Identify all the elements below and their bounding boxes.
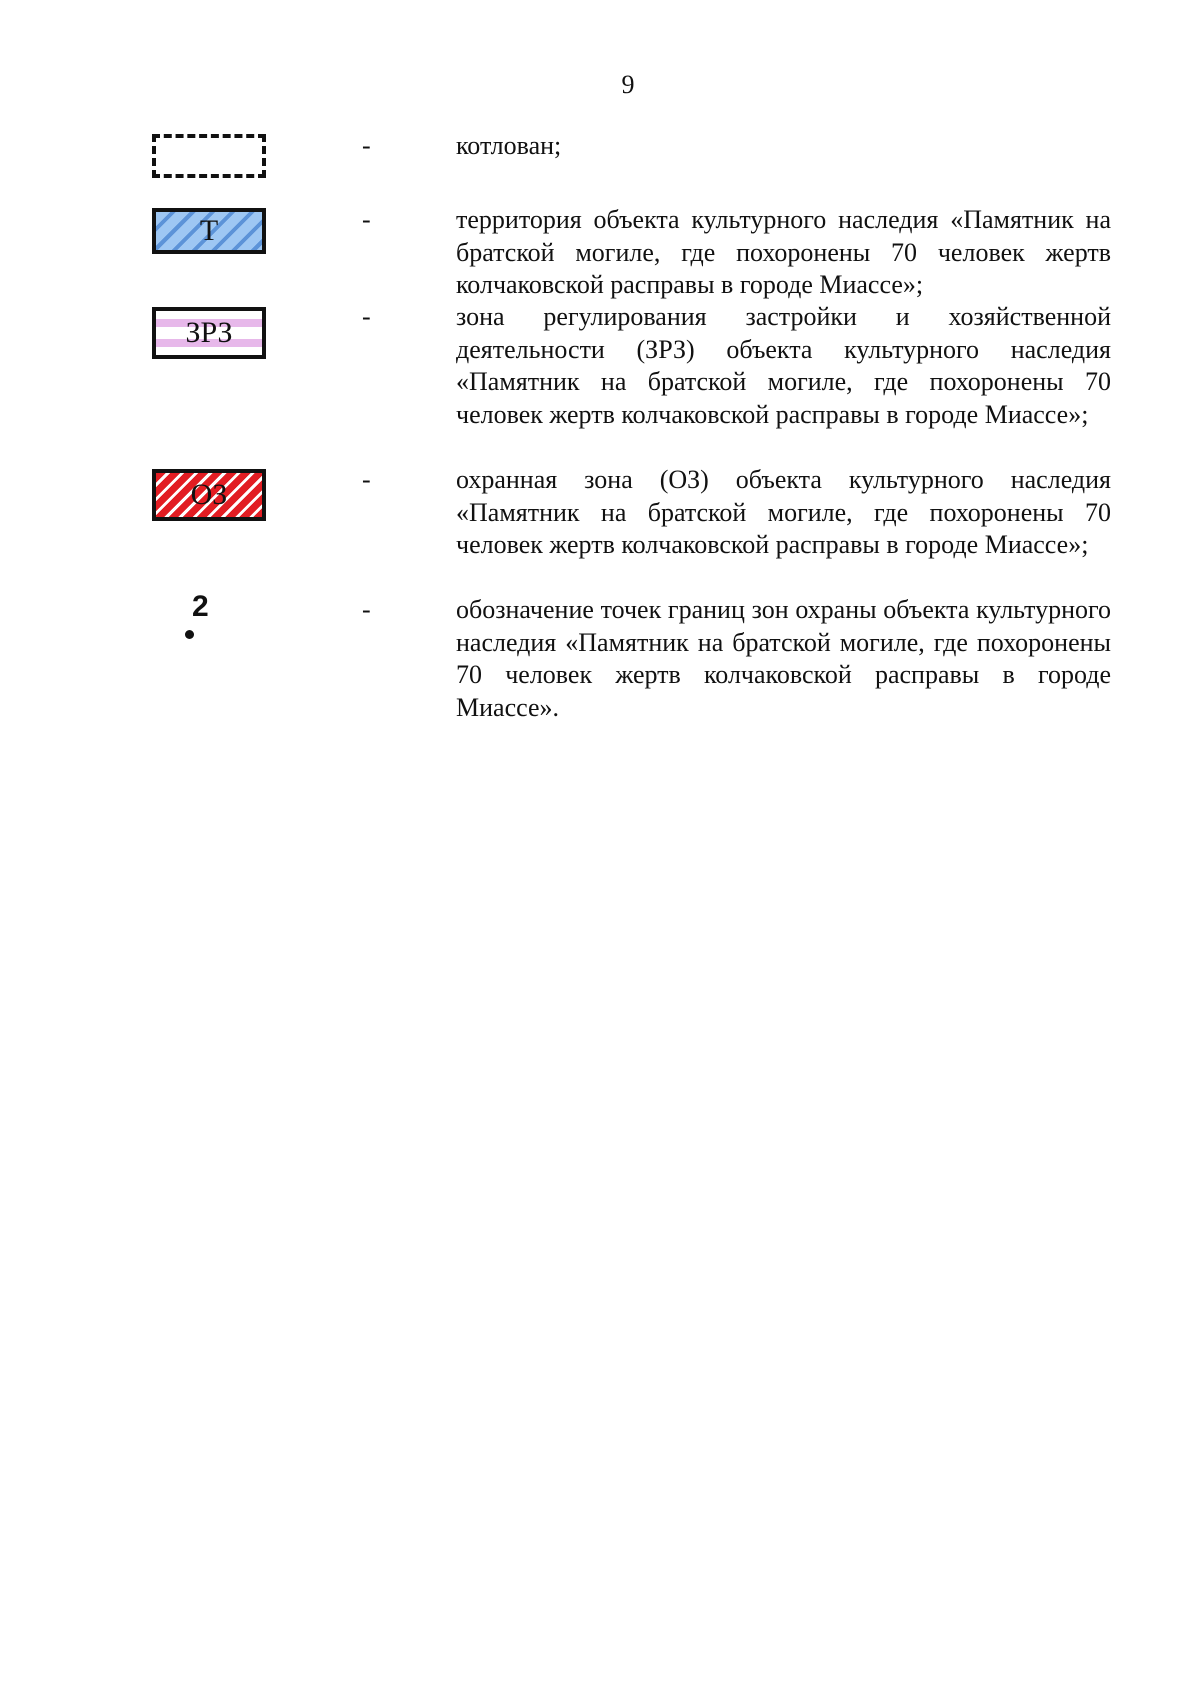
oz-hatch-icon [152,469,266,521]
point-number: 2 [192,590,209,623]
legend-text: обозначение точек границ зон охраны объекта культурного наследия «Памятник на братской могиле, где похоронены 70 человек жертв колчаковской расправы в городе Миассе». [456,595,1111,722]
symbol-label: ЗРЗ [185,316,233,349]
point-dot-icon [185,630,194,639]
legend-dash: - [362,302,371,331]
legend-dash: - [362,595,371,624]
legend-dash: - [362,205,371,234]
symbol-label: Т [199,214,219,247]
territory-hatch-icon [152,208,266,254]
zrz-band-icon [152,307,266,359]
legend-text: охранная зона (ОЗ) объекта культурного наследия «Памятник на братской могиле, где похоронены 70 человек жертв колчаковской расправы в городе Миассе»; [456,465,1111,559]
symbol-label: ОЗ [190,478,228,511]
page-number: 9 [621,70,635,99]
boundary-point-icon [180,590,220,646]
legend-dash: - [362,131,371,160]
legend-dash: - [362,465,371,494]
legend-text: котлован; [456,131,562,160]
legend-text: зона регулирования застройки и хозяйственной деятельности (ЗРЗ) объекта культурного наследия «Памятник на братской могиле, где похоронены 70 человек жертв колчаковской расправы в городе Миассе»; [456,302,1111,429]
dashed-rectangle-icon [152,134,266,178]
legend-text: территория объекта культурного наследия «Памятник на братской могиле, где похоронены 70 человек жертв колчаковской расправы в городе Миассе»; [456,205,1111,299]
